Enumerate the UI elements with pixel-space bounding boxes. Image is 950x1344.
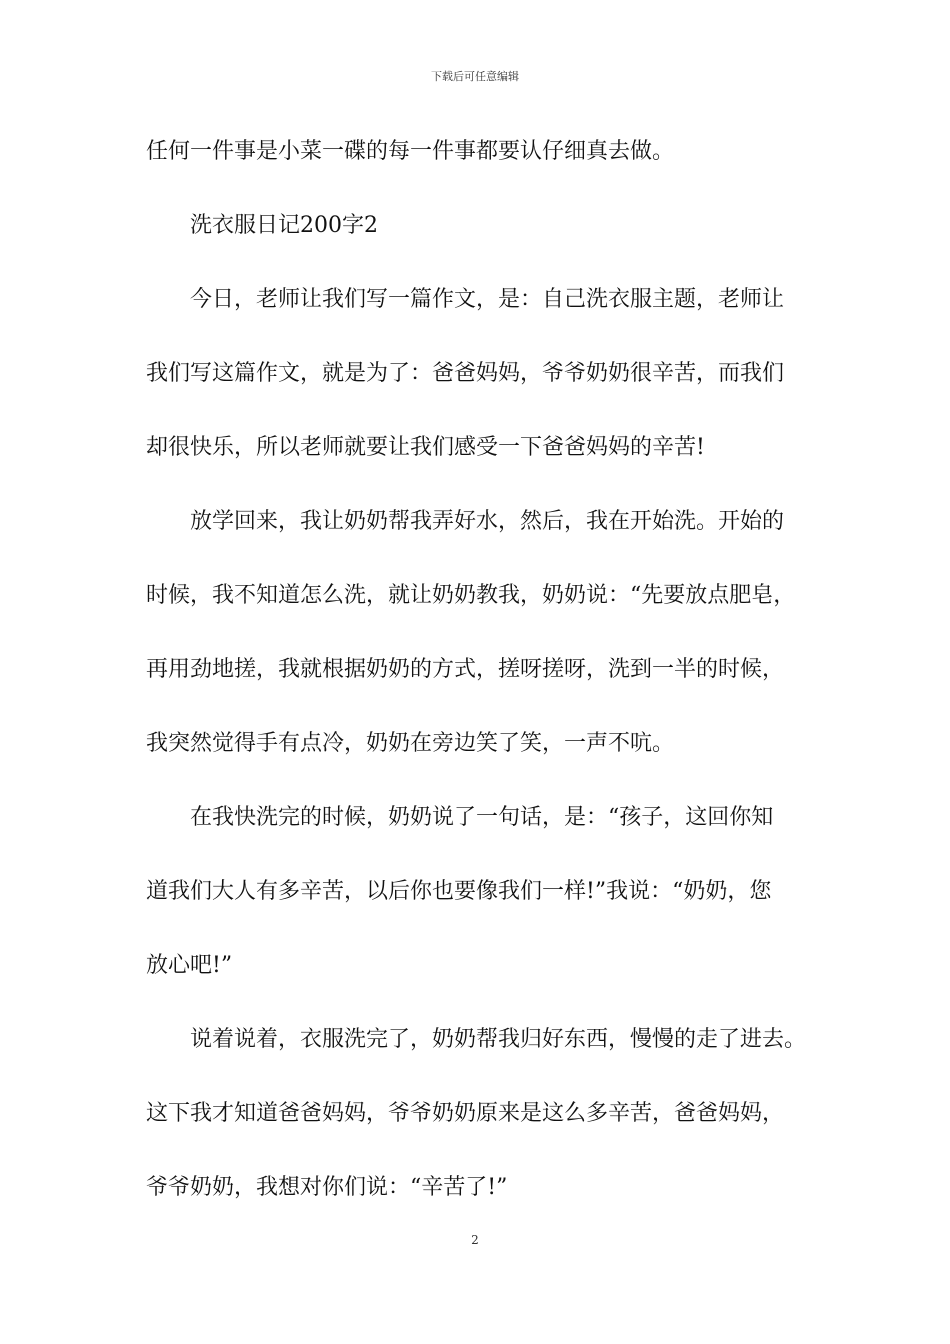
page-number: 2: [471, 1233, 479, 1247]
page-header: 下载后可任意编辑: [431, 70, 519, 83]
document-page: 下载后可任意编辑 任何一件事是小菜一碟的每一件事都要认仔细真去做。 洗衣服日记200字2 今日，老师让我们写一篇作文，是：自己洗衣服主题，老师让 我们写这篇作文，就是为了：爸爸妈妈，爷爷奶奶很辛苦，而我们 却很快乐，所以老师就要让我们感受一下爸爸妈妈的辛苦! 放学回来，我让奶奶帮我弄好水，然后，我在开始洗。开始的 时候，我不知道怎么洗，就让奶奶教我，奶奶说：“先要放点肥皂， 再用劲地搓，我就根据奶奶的方式，搓呀搓呀，洗到一半的时候， 我突然觉得手有点冷，奶奶在旁边笑了笑，一声不吭。 在我快洗完的时候，奶奶说了一句话，是：“孩子，这回你知 道我们大人有多辛苦，以后你也要像我们一样!”我说：“奶奶，您 放心吧!” 说着说着，衣服洗完了，奶奶帮我归好东西，慢慢的走了进去。 这下我才知道爸爸妈妈，爷爷奶奶原来是这么多辛苦，爸爸妈妈， 爷爷奶奶，我想对你们说：“辛苦了!” 2: [0, 0, 950, 1344]
